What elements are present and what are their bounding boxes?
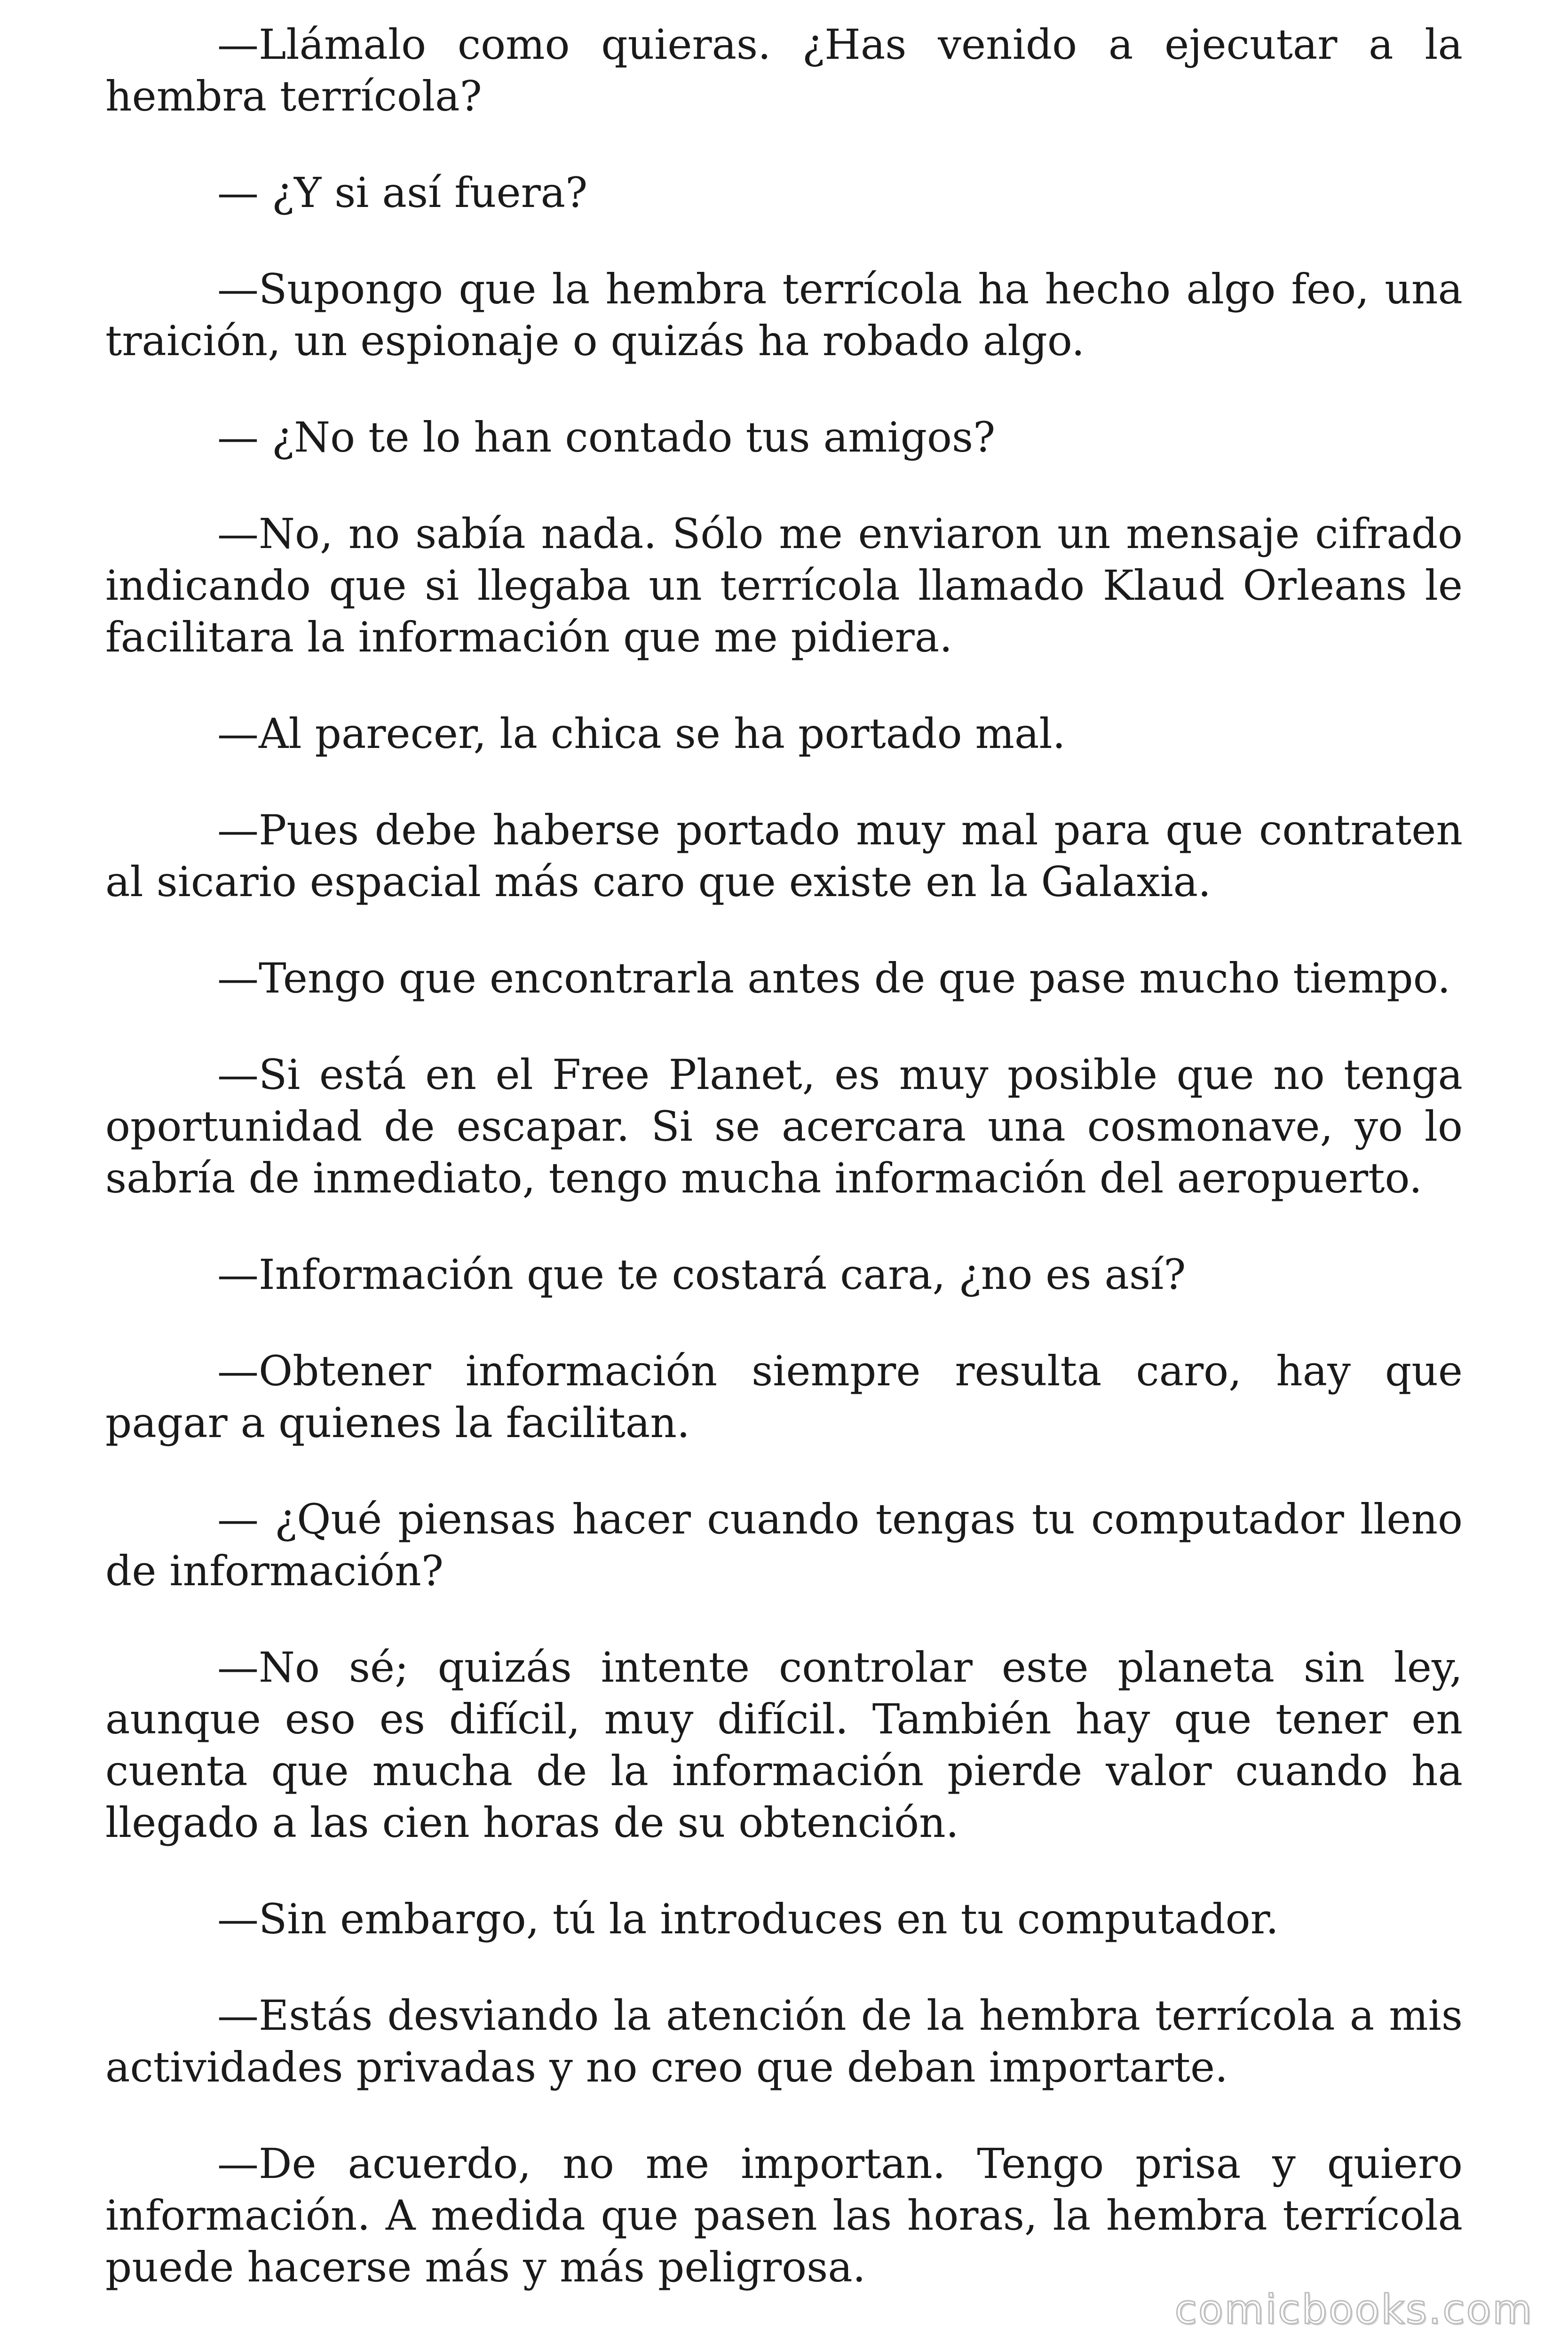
paragraph: —Información que te costará cara, ¿no es así? [217,1250,1186,1299]
paragraph: — ¿No te lo han contado tus amigos? [217,413,996,461]
paragraph: —Estás desviando la atención de la hembra terrícola a mis actividades privadas y no creo que deban importarte. [105,1991,1463,2091]
paragraph: —No, no sabía nada. Sólo me enviaron un mensaje cifrado indicando que si llegaba un terrícola llamado Klaud Orleans le facilitara la información que me pidiera. [105,509,1463,661]
paragraph: —No sé; quizás intente controlar este planeta sin ley, aunque eso es difícil, muy difícil. También hay que tener en cuenta que mucha de la información pierde valor cuando ha llegado a las cien horas de su obtención. [105,1643,1463,1847]
paragraph: —Pues debe haberse portado muy mal para que contraten al sicario espacial más caro que existe en la Galaxia. [105,806,1463,906]
paragraph: —Supongo que la hembra terrícola ha hecho algo feo, una traición, un espionaje o quizás ha robado algo. [105,265,1463,365]
paragraph: —Obtener información siempre resulta caro, hay que pagar a quienes la facilitan. [105,1347,1463,1447]
watermark: comicbooks.com [1174,2286,1533,2333]
book-page [105,19,1463,2305]
paragraph: —Al parecer, la chica se ha portado mal. [217,709,1066,758]
paragraph: — ¿Qué piensas hacer cuando tengas tu computador lleno de información? [105,1495,1463,1595]
paragraph: —Tengo que encontrarla antes de que pase mucho tiempo. [217,954,1451,1002]
paragraph: —Sin embargo, tú la introduces en tu computador. [217,1895,1279,1943]
paragraph: —Si está en el Free Planet, es muy posible que no tenga oportunidad de escapar. Si se acercara una cosmonave, yo lo sabría de inmediato, tengo mucha información del aeropuerto. [105,1050,1463,1202]
paragraph: — ¿Y si así fuera? [217,168,588,217]
paragraph: —Llámalo como quieras. ¿Has venido a ejecutar a la hembra terrícola? [105,20,1463,120]
paragraph: —De acuerdo, no me importan. Tengo prisa y quiero información. A medida que pasen las horas, la hembra terrícola puede hacerse más y más peligrosa. [105,2139,1463,2291]
